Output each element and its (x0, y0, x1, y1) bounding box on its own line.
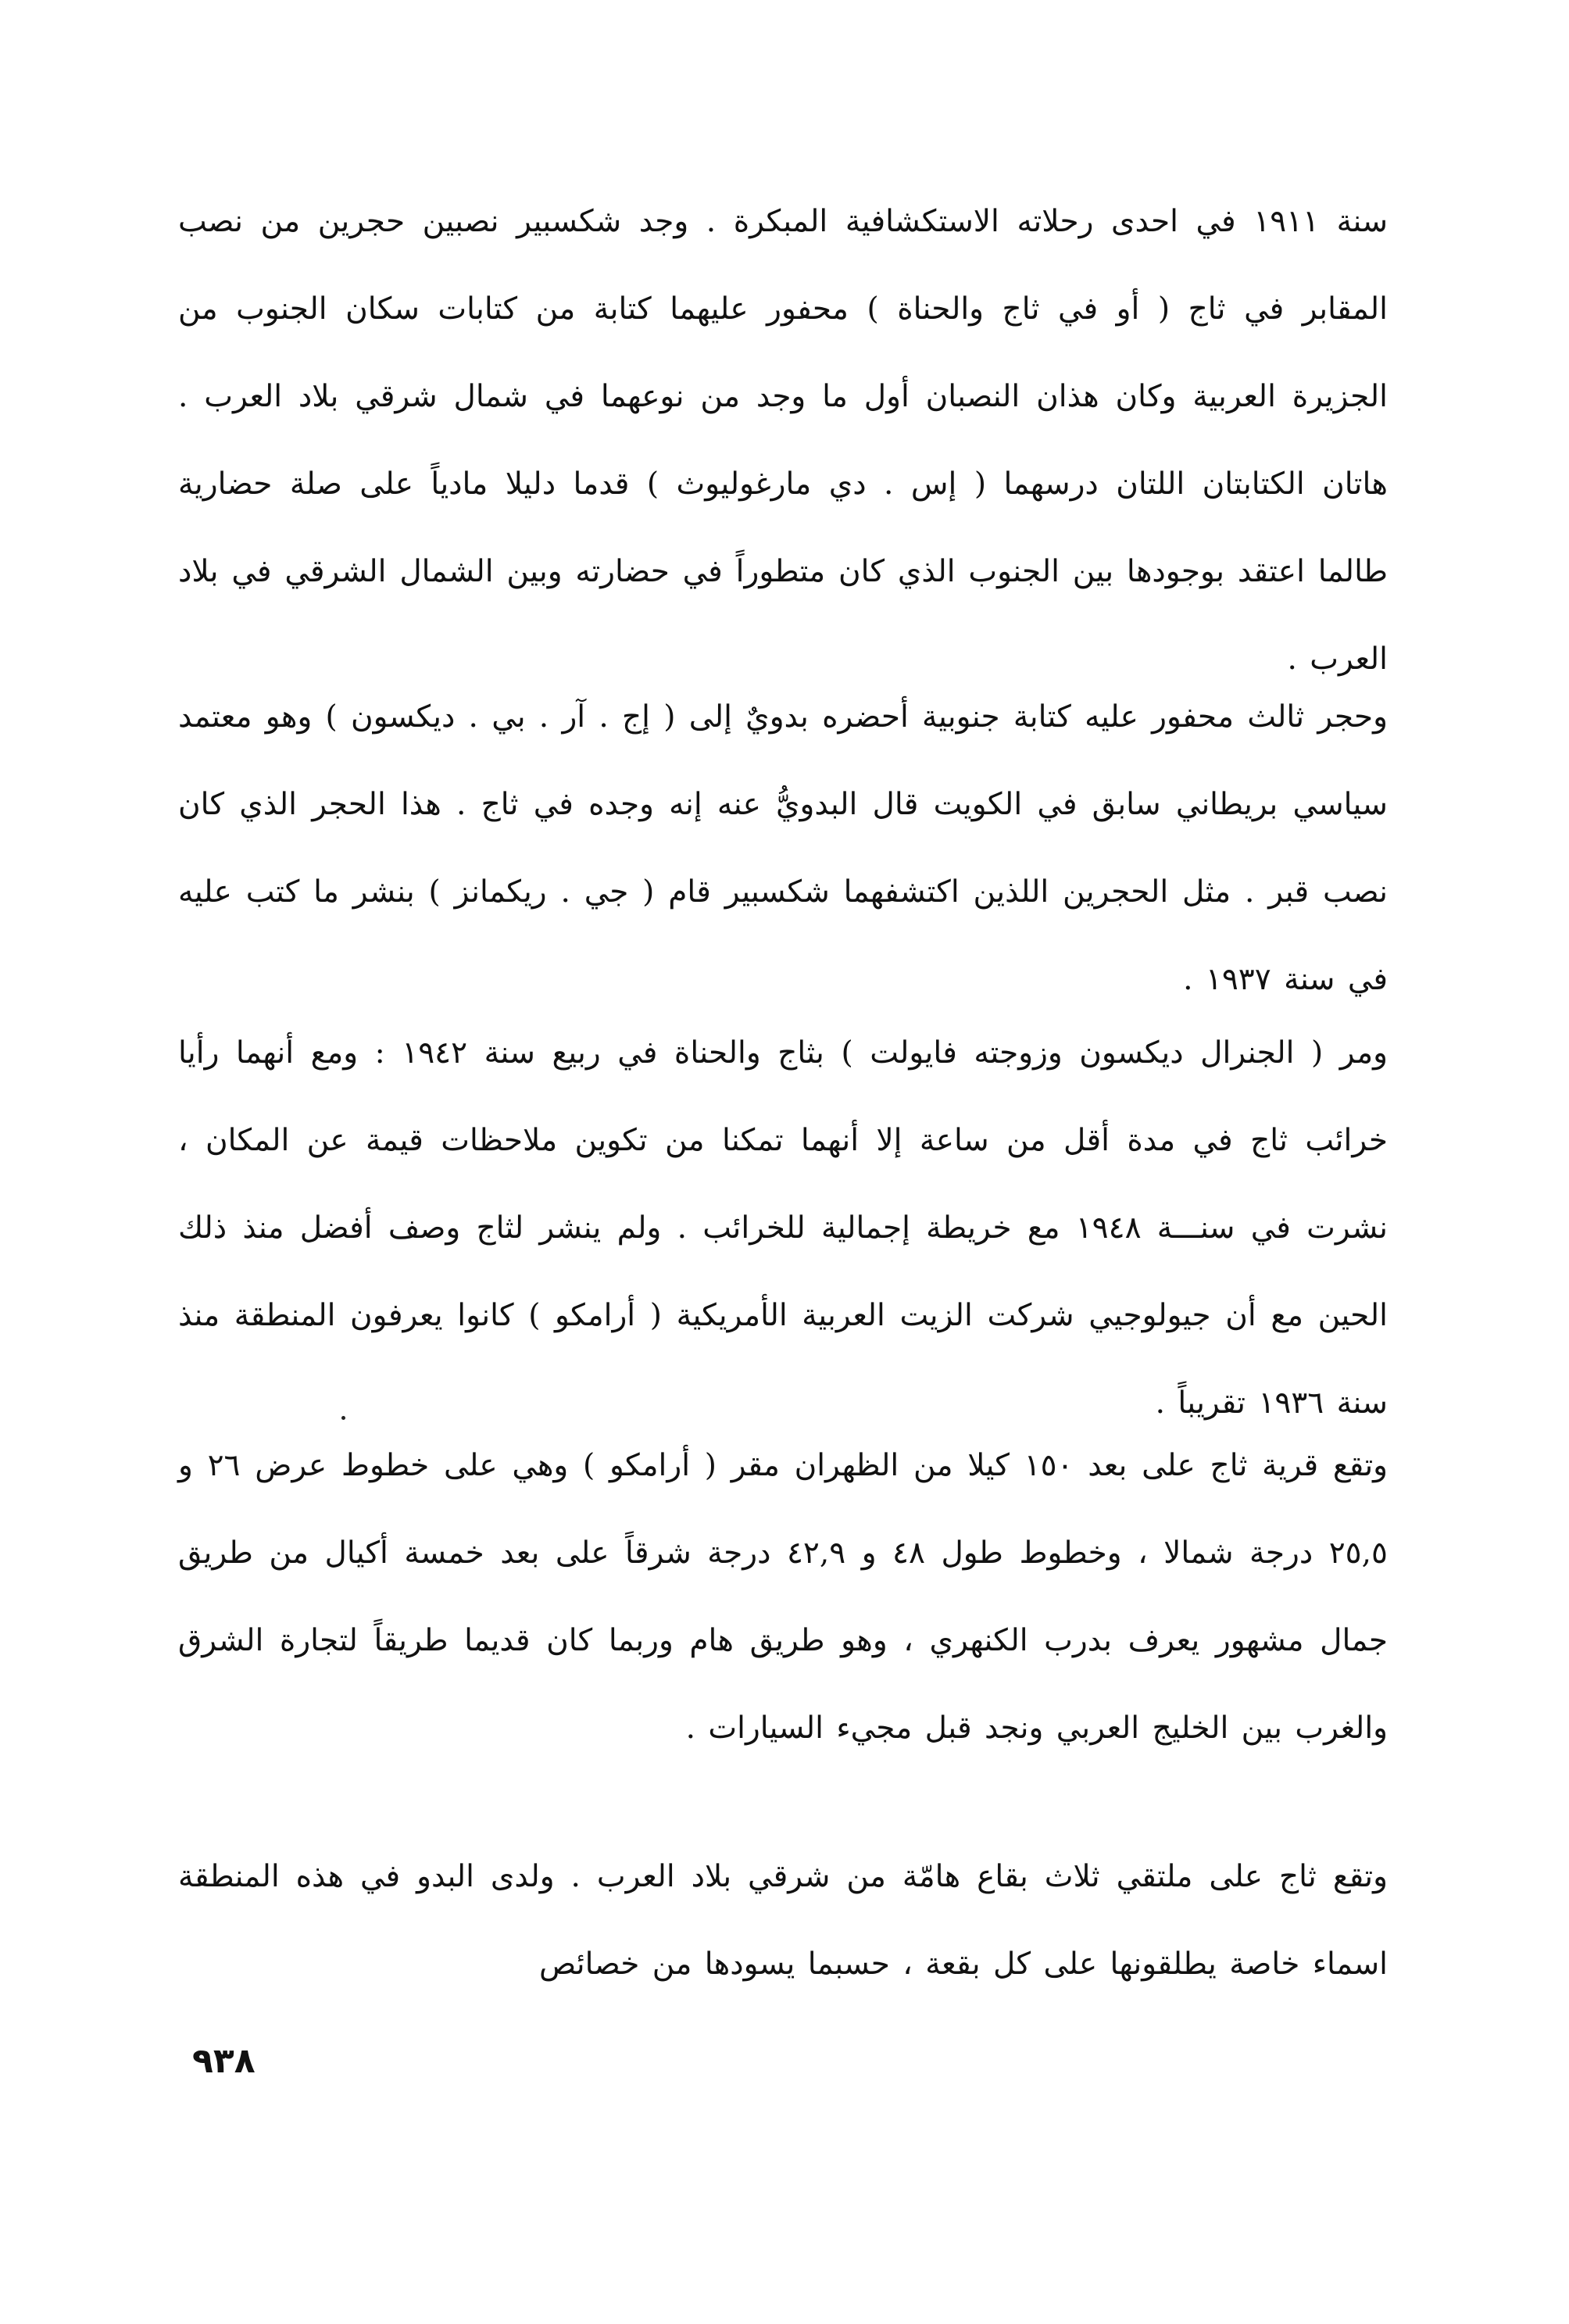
page-number: ٩٣٨ (192, 2041, 256, 2081)
paragraph-text: وتقع قرية ثاج على بعد ١٥٠ كيلا من الظهران مقر ( أرامكو ) وهي على خطوط عرض ٢٦ و ٢٥,٥ درجة شمالا ، وخطوط طول ٤٨ و ٤٢,٩ درجة شرقاً على بعد خمسة أكيال من طريق جمال مشهور يعرف بدرب الكنهري ، وهو طريق هام وربما كان قديما طريقاً لتجارة الشرق والغرب بين الخليج العربي ونجد قبل مجيء السيارات . (178, 1448, 1389, 1746)
paragraph-text: ومر ( الجنرال ديكسون وزوجته فايولت ) بثاج والحناة في ربيع سنة ١٩٤٢ : ومع أنهما رأيا خرائب ثاج في مدة أقل من ساعة إلا أنهما تمكنا من تكوين ملاحظات قيمة عن المكان ، نشرت في سنـــة ١٩٤٨ مع خريطة إجمالية للخرائب . ولم ينشر لثاج وصف أفضل منذ ذلك الحين مع أن جيولوجيي شركت الزيت العربية الأمريكية ( أرامكو ) كانوا يعرفون المنطقة منذ سنة ١٩٣٦ تقريباً . (178, 1035, 1388, 1421)
paragraph-third-stone (178, 674, 1388, 1024)
paragraph-text: سنة ١٩١١ في احدى رحلاته الاستكشافية المبكرة . وجد شكسبير نصبين حجرين من نصب المقابر في ثاج ( أو في ثاج والحناة ) محفور عليهما كتابة من كتابات سكان الجنوب من الجزيرة العربية وكان هذان النصبان أول ما وجد من نوعهما في شمال شرقي بلاد العرب . هاتان الكتابتان اللتان درسهما ( إس . دي مارغوليوث ) قدما دليلا مادياً على صلة حضارية طالما اعتقد بوجودها بين الجنوب الذي كان متطوراً في حضارته وبين الشمال الشرقي في بلاد العرب . (178, 204, 1388, 677)
ink-speck (341, 1416, 345, 1420)
paragraph-text: وتقع ثاج على ملتقي ثلاث بقاع هامّة من شرقي بلاد العرب . ولدى البدو في هذه المنطقة اسماء خاصة يطلقونها على كل بقعة ، حسبما يسودها من خصائص (178, 1859, 1388, 1982)
paragraph-shakespeare-stones (178, 178, 1388, 703)
paragraph-dickson-visit (178, 1010, 1388, 1447)
paragraph-regions (178, 1833, 1388, 2008)
paragraph-text: وحجر ثالث محفور عليه كتابة جنوبية أحضره بدويٌ إلى ( إج . آر . بي . ديكسون ) وهو معتمد سياسي بريطاني سابق في الكويت قال البدويُّ عنه إنه وجده في ثاج . هذا الحجر الذي كان نصب قبر . مثل الحجرين اللذين اكتشفهما شكسبير قام ( جي . ريكمانز ) بنشر ما كتب عليه في سنة ١٩٣٧ . (178, 699, 1388, 997)
paragraph-location (178, 1422, 1388, 1772)
